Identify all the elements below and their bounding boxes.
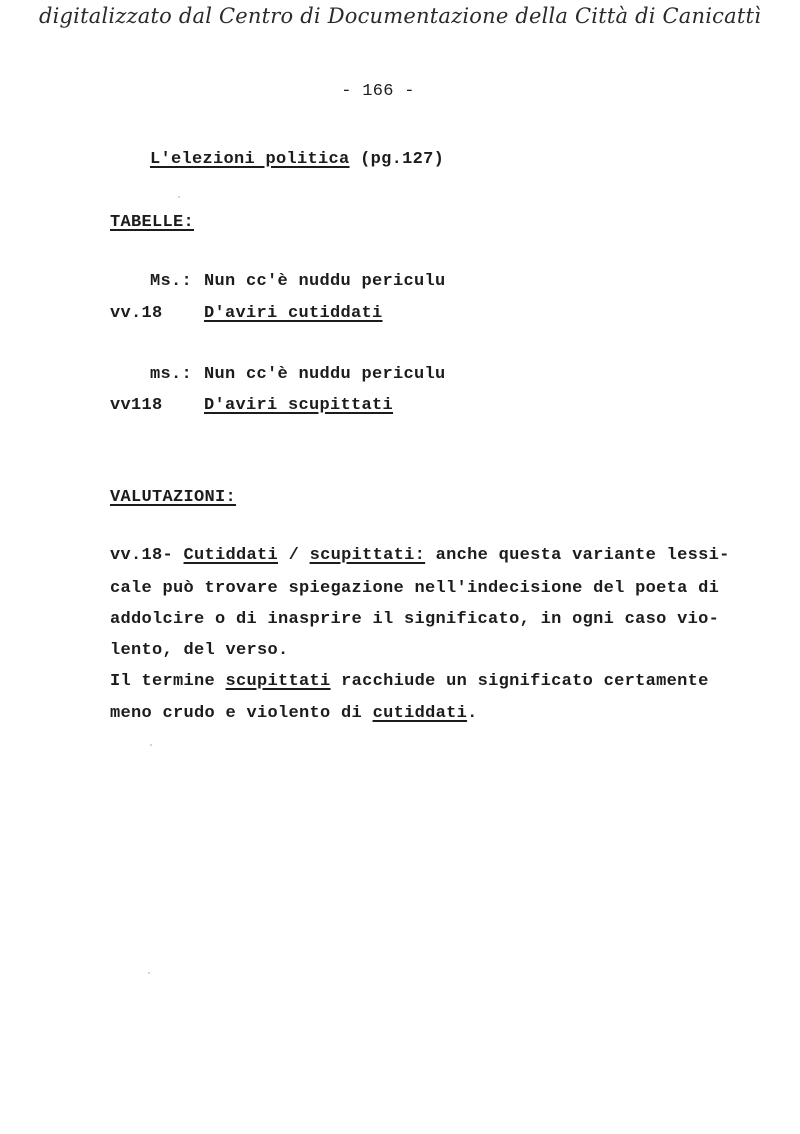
entry-source: ms.: [150, 365, 193, 384]
paragraph-line: addolcire o di inasprire il significato, in ogni caso vio- [110, 610, 720, 629]
entry-source: Ms.: [150, 272, 193, 291]
term-scupittati: scupittati: [309, 546, 426, 565]
entry-source: vv118 [110, 396, 163, 415]
digitization-watermark: digitalizzato dal Centro di Documentazione della Città di Canicattì [38, 4, 762, 28]
entry-text: Nun cc'è nuddu periculu [204, 272, 446, 291]
paragraph-line: lento, del verso. [110, 641, 289, 660]
term-scupittati: scupittati [225, 672, 331, 691]
section-heading [150, 150, 444, 169]
term-cutiddati: Cutiddati [183, 546, 279, 565]
paragraph-line [110, 704, 478, 723]
heading-title: L'elezioni politica [150, 150, 350, 169]
paragraph-line [110, 672, 709, 691]
line-end: . [467, 704, 478, 723]
line-text: Il termine [110, 672, 216, 691]
scan-speck [148, 972, 150, 974]
entry-text: Nun cc'è nuddu periculu [204, 365, 446, 384]
line-text: racchiude un significato certamente [341, 672, 709, 691]
paragraph-line [110, 546, 730, 565]
scan-speck [150, 744, 152, 746]
term-cutiddati: cutiddati [372, 704, 468, 723]
verse-ref: vv.18- [110, 546, 174, 565]
term-separator: / [288, 546, 300, 565]
valutazioni-label: VALUTAZIONI: [110, 488, 237, 507]
entry-text: D'aviri cutiddati [204, 304, 383, 323]
scan-speck [178, 196, 180, 198]
entry-source: vv.18 [110, 304, 163, 323]
paragraph-line: cale può trovare spiegazione nell'indecisione del poeta di [110, 579, 720, 598]
line-text: anche questa variante lessi- [435, 546, 730, 565]
page-number: - 166 - [341, 82, 415, 101]
line-text: meno crudo e violento di [110, 704, 363, 723]
entry-text: D'aviri scupittati [204, 396, 394, 415]
tabelle-label: TABELLE: [110, 213, 195, 232]
heading-reference: (pg.127) [360, 150, 445, 169]
